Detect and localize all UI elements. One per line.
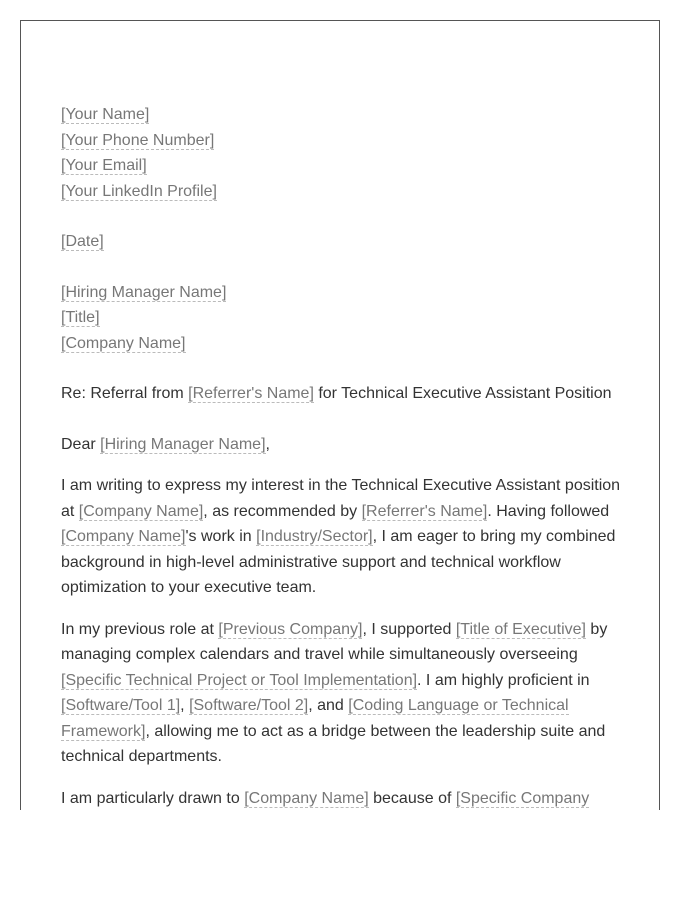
p1-industry-placeholder[interactable]: [Industry/Sector]	[256, 528, 373, 545]
p2-text-1: In my previous role at	[61, 620, 219, 638]
recipient-block	[61, 280, 625, 357]
salutation	[61, 432, 625, 458]
paragraph-3	[61, 786, 625, 811]
p3-reason-placeholder[interactable]: [Specific Company	[455, 789, 590, 807]
paragraph-1	[61, 473, 625, 601]
subject-referrer-placeholder[interactable]: [Referrer's Name]	[188, 385, 314, 402]
subject-suffix: for Technical Executive Assistant Position	[313, 385, 612, 402]
salutation-manager-placeholder[interactable]: [Hiring Manager Name]	[100, 435, 266, 453]
p2-tool1-placeholder[interactable]: [Software/Tool 1]	[61, 697, 181, 714]
p1-company-placeholder[interactable]: [Company Name]	[78, 502, 204, 520]
p1-text-3: . Having followed	[487, 502, 610, 520]
p2-prev-company-placeholder[interactable]: [Previous Company]	[218, 620, 363, 638]
p1-text-4: 's work in	[185, 528, 257, 545]
p3-company-placeholder[interactable]: [Company Name]	[244, 789, 369, 807]
date-placeholder[interactable]: [Date]	[61, 233, 104, 250]
p1-referrer-placeholder[interactable]: [Referrer's Name]	[361, 502, 488, 520]
p2-text-5: ,	[180, 697, 190, 714]
paragraph-2	[61, 617, 625, 770]
p3-text-1: I am particularly drawn to	[61, 789, 245, 807]
date-block	[61, 229, 625, 255]
p2-language-placeholder[interactable]: [Coding Language or Technical Framework]	[61, 697, 569, 740]
recipient-manager-placeholder[interactable]: [Hiring Manager Name]	[61, 283, 227, 301]
subject-prefix: Re: Referral from	[61, 385, 189, 402]
recipient-title-placeholder[interactable]: [Title]	[61, 309, 100, 326]
p1-text-1: I am writing to express my interest in the Technical Executive Assistant position at	[61, 477, 621, 520]
p2-text-2: , I supported	[362, 620, 456, 638]
p1-company2-placeholder[interactable]: [Company Name]	[61, 528, 186, 545]
sender-block	[61, 102, 625, 204]
p1-text-2: , as recommended by	[203, 502, 362, 520]
sender-name-placeholder[interactable]: [Your Name]	[61, 106, 150, 123]
sender-email-placeholder[interactable]: [Your Email]	[61, 157, 147, 174]
p1-text-5: , I am eager to bring my combined background in high-level administrative support and technical workflow optimization to your executive team.	[61, 528, 616, 596]
sender-phone-placeholder[interactable]: [Your Phone Number]	[61, 131, 215, 149]
letter-content	[61, 102, 625, 810]
p2-text-6: , and	[308, 697, 349, 714]
p2-text-3: by managing complex calendars and travel while simultaneously overseeing	[61, 620, 608, 663]
p2-text-4: . I am highly proficient in	[417, 671, 590, 689]
p2-tool2-placeholder[interactable]: [Software/Tool 2]	[189, 697, 309, 714]
recipient-company-placeholder[interactable]: [Company Name]	[61, 334, 186, 352]
sender-linkedin-placeholder[interactable]: [Your LinkedIn Profile]	[61, 182, 217, 200]
salutation-prefix: Dear	[61, 435, 101, 453]
p2-project-placeholder[interactable]: [Specific Technical Project or Tool Implementation]	[61, 671, 418, 689]
p2-text-7: , allowing me to act as a bridge between the leadership suite and technical departments.	[61, 722, 606, 765]
salutation-suffix: ,	[265, 435, 270, 453]
letter-page	[20, 20, 660, 810]
subject-line	[61, 381, 625, 407]
p3-text-2: because of	[368, 789, 456, 807]
p2-exec-title-placeholder[interactable]: [Title of Executive]	[455, 620, 586, 638]
